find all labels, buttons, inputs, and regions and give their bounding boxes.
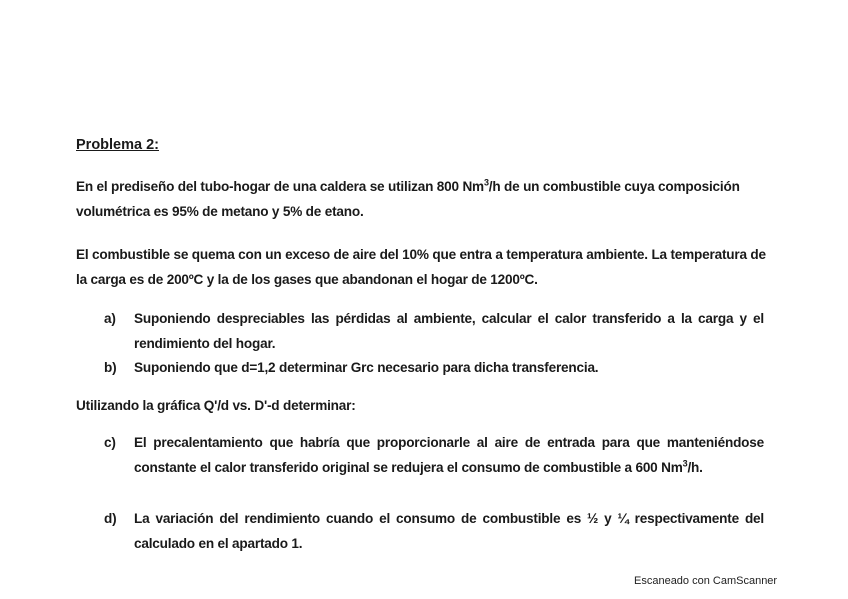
list-item-label: c) — [104, 435, 116, 450]
list-item-label: b) — [104, 360, 117, 375]
problem-paragraph-1 — [76, 174, 766, 224]
paragraph-1-superscript: 3 — [483, 177, 489, 188]
paragraph-1-text-start: En el prediseño del tubo-hogar de una caldera se utilizan 800 Nm — [76, 179, 484, 194]
list-item-b — [104, 355, 764, 380]
item-c-text-end: /h. — [687, 460, 703, 475]
list-item-c — [104, 430, 764, 480]
paragraph-1-text-end: /h de un combustible cuya composición volumétrica es 95% de metano y 5% de etano. — [76, 179, 740, 219]
list-item-text: Suponiendo despreciables las pérdidas al ambiente, calcular el calor transferido a la carga y el rendimiento del hogar. — [134, 311, 764, 351]
list-item-text: Suponiendo que d=1,2 determinar Grc necesario para dicha transferencia. — [134, 360, 599, 375]
list-item-d — [104, 506, 764, 556]
problem-paragraph-2: El combustible se quema con un exceso de aire del 10% que entra a temperatura ambiente. La temperatura de la carga es de 200ºC y la de los gases que abandonan el hogar de 1200ºC. — [76, 247, 766, 287]
list-item-a — [104, 306, 764, 356]
list-item-label: d) — [104, 511, 117, 526]
list-item-text: La variación del rendimiento cuando el consumo de combustible es ½ y ¼ respectivamente del calculado en el apartado 1. — [134, 511, 764, 551]
problem-title: Problema 2: — [76, 137, 159, 153]
item-c-text-start: El precalentamiento que habría que proporcionarle al aire de entrada para que manteniéndose constante el calor transferido original se redujera el consumo de combustible a 600 Nm — [134, 435, 764, 475]
list-item-label: a) — [104, 311, 116, 326]
list-item-text — [134, 430, 764, 480]
scanner-watermark: Escaneado con CamScanner — [634, 575, 778, 587]
item-c-superscript: 3 — [682, 458, 688, 469]
problem-paragraph-3: Utilizando la gráfica Q'/d vs. D'-d determinar: — [76, 398, 356, 413]
